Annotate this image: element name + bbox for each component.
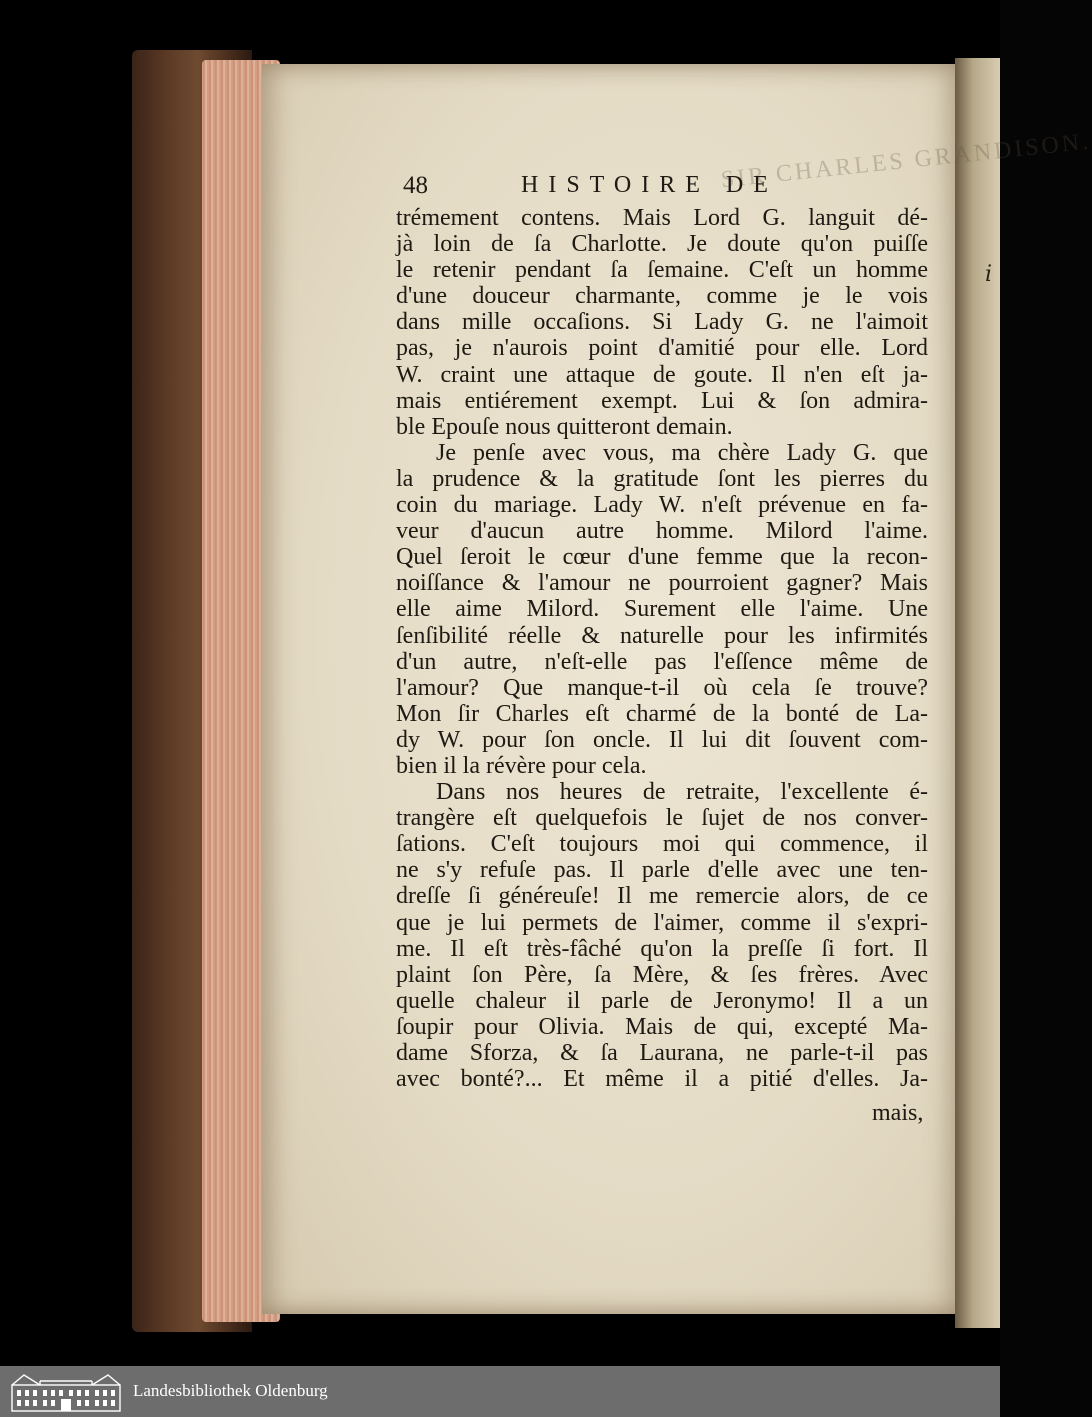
text-line: veur d'aucun autre homme. Milord l'aime. [396, 518, 928, 545]
text-line: trémement contens. Mais Lord G. languit dé- [396, 205, 928, 231]
text-line: Je penſe avec vous, ma chère Lady G. que [436, 439, 928, 466]
text-line: dans mille occaſions. Si Lady G. ne l'aimoit [396, 309, 928, 336]
text-line: dy W. pour ſon oncle. Il lui dit ſouvent com- [396, 726, 928, 753]
text-line: ble Epouſe nous quitteront demain. [396, 413, 733, 440]
text-line: avec bonté?... Et même il a pitié d'elles. Ja- [396, 1066, 928, 1093]
text-line: dame Sforza, & ſa Laurana, ne parle-t-il pas [396, 1040, 928, 1066]
text-line: que je lui permets de l'aimer, comme il s'expri- [396, 909, 928, 936]
text-line: Mon ſir Charles eſt charmé de la bonté de La- [396, 700, 928, 727]
text-line: ſenſibilité réelle & naturelle pour les infirmités [396, 622, 928, 649]
text-line: d'une douceur charmante, comme je le vois [396, 283, 928, 310]
facing-page-edge [955, 58, 1000, 1328]
library-footer [0, 1366, 1000, 1417]
text-line: ſations. C'eſt toujours moi qui commence, il [396, 831, 928, 858]
text-line: quelle chaleur il parle de Jeronymo! Il a un [396, 987, 928, 1014]
text-line: bien il la révère pour cela. [396, 752, 647, 779]
facing-page-mark: i [985, 262, 993, 287]
text-line: l'amour? Que manque-t-il où cela ſe trouve? [396, 674, 928, 701]
text-line: jà loin de ſa Charlotte. Je doute qu'on puiſſe [396, 231, 928, 258]
catchword: mais, [872, 1100, 924, 1126]
text-line: me. Il eſt très-fâché qu'on la preſſe ſi fort. Il [396, 935, 928, 962]
library-building-icon [10, 1371, 122, 1413]
text-line: Dans nos heures de retraite, l'excellente é- [436, 779, 928, 806]
text-line: pas, je n'aurois point d'amitié pour elle. Lord [396, 335, 928, 362]
text-line: ne s'y refuſe pas. Il parle d'elle avec une ten- [396, 857, 928, 884]
text-line: Quel ſeroit le cœur d'une femme que la recon- [396, 544, 928, 571]
library-name: Landesbibliothek Oldenburg [133, 1381, 328, 1400]
text-line: noiſſance & l'amour ne pourroient gagner? Mais [396, 570, 928, 597]
text-line: dreſſe ſi généreuſe! Il me remercie alors, de ce [396, 883, 928, 910]
text-line: le retenir pendant ſa ſemaine. C'eſt un homme [396, 257, 928, 284]
page-header [403, 170, 923, 204]
body-text [396, 205, 928, 1092]
text-line: d'un autre, n'eſt-elle pas l'eſſence même de [396, 648, 928, 675]
running-title: HISTOIRE DE [521, 172, 778, 198]
bleed-through-text: SIR CHARLES GRANDISON. [719, 128, 1092, 194]
text-line: trangère eſt quelquefois le ſujet de nos conver- [396, 805, 928, 832]
text-line: ſoupir pour Olivia. Mais de qui, excepté Ma- [396, 1013, 928, 1040]
text-line: la prudence & la gratitude ſont les pierres du [396, 465, 928, 492]
page-number: 48 [403, 172, 428, 199]
text-line: W. craint une attaque de goute. Il n'en eſt ja- [396, 361, 928, 388]
text-line: coin du mariage. Lady W. n'eſt prévenue en fa- [396, 492, 928, 519]
text-line: plaint ſon Père, ſa Mère, & ſes frères. Avec [396, 961, 928, 988]
text-line: elle aime Milord. Surement elle l'aime. Une [396, 596, 928, 623]
text-line: mais entiérement exempt. Lui & ſon admira- [396, 387, 928, 414]
